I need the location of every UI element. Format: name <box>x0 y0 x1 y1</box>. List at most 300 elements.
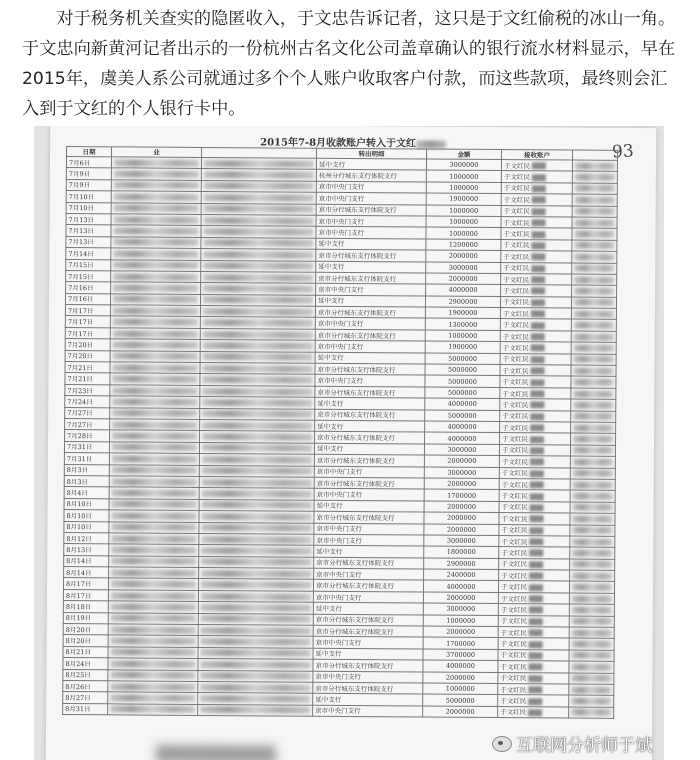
redaction-blur <box>203 239 313 247</box>
row-recipient <box>498 683 569 695</box>
redaction-blur <box>573 458 613 465</box>
row-redacted-end <box>569 650 614 662</box>
row-amount: 5000000 <box>425 364 500 376</box>
row-date: 7月17日 <box>65 305 110 317</box>
row-redacted-account <box>108 647 198 659</box>
row-redacted-end <box>570 456 615 468</box>
row-redacted-account <box>110 350 200 362</box>
recipient-name: 于文红民 <box>502 366 529 375</box>
row-redacted-end <box>570 536 615 548</box>
row-recipient <box>500 422 571 434</box>
row-amount: 4000000 <box>425 398 500 410</box>
redaction-blur <box>203 274 313 282</box>
row-redacted-end <box>572 240 617 252</box>
redaction-blur <box>202 467 312 475</box>
row-redacted-end <box>570 513 615 525</box>
row-date: 8月10日 <box>64 510 109 522</box>
redaction-blur <box>531 276 545 283</box>
row-redacted-account <box>111 168 201 180</box>
recipient-name: 于文红民 <box>500 617 527 626</box>
row-date: 7月20日 <box>65 339 110 351</box>
redaction-blur <box>531 333 545 340</box>
row-redacted-name <box>199 545 314 557</box>
row-date: 8月14日 <box>64 567 109 579</box>
redaction-blur <box>528 686 542 693</box>
redaction-blur <box>573 424 613 431</box>
document-photo <box>34 126 664 760</box>
row-date: 7月27日 <box>65 418 110 430</box>
row-recipient <box>499 456 570 468</box>
recipient-name: 于文红民 <box>502 400 529 410</box>
redaction-blur <box>203 285 313 293</box>
row-branch: 杭州分行城东支行体院支行 <box>316 170 426 182</box>
redaction-blur <box>574 344 614 351</box>
row-date: 7月9日 <box>66 168 111 180</box>
row-redacted-account <box>109 533 199 545</box>
row-redacted-end <box>570 570 615 582</box>
redaction-blur <box>574 242 614 249</box>
row-redacted-end <box>569 604 614 616</box>
row-recipient <box>499 558 570 570</box>
redaction-blur <box>529 595 543 602</box>
redaction-blur <box>530 390 544 397</box>
row-redacted-account <box>108 669 198 681</box>
recipient-name: 于文红民 <box>503 264 530 273</box>
row-redacted-account <box>108 601 198 613</box>
row-amount: 3000000 <box>424 535 499 547</box>
header-blurred-end <box>573 150 618 160</box>
redaction-blur <box>201 536 311 544</box>
row-branch: 京市分行城东支行体院支行 <box>314 511 424 523</box>
redaction-blur <box>111 535 196 543</box>
row-redacted-end <box>569 707 614 719</box>
row-redacted-name <box>199 488 314 500</box>
row-redacted-name <box>198 602 313 614</box>
redaction-blur <box>574 253 614 260</box>
row-recipient <box>499 535 570 547</box>
redaction-blur <box>573 413 613 420</box>
row-recipient <box>499 444 570 456</box>
row-redacted-name <box>199 442 314 454</box>
row-redacted-account <box>110 305 200 317</box>
row-redacted-name <box>199 499 314 511</box>
row-redacted-account <box>111 259 201 271</box>
weibo-logo-icon <box>492 736 512 752</box>
row-redacted-end <box>572 206 617 218</box>
row-amount: 2900000 <box>424 558 499 570</box>
row-branch: 京市中央门支行 <box>316 227 426 239</box>
redaction-blur <box>112 501 197 509</box>
row-redacted-name <box>201 249 316 261</box>
recipient-name: 于文红民 <box>501 480 528 489</box>
redaction-blur <box>114 182 199 190</box>
row-recipient <box>501 216 572 228</box>
redaction-blur <box>111 524 196 532</box>
row-branch: 京市中央门支行 <box>314 466 424 478</box>
redaction-blur <box>201 649 311 657</box>
recipient-name: 于文红民 <box>501 503 528 512</box>
row-redacted-account <box>108 624 198 636</box>
recipient-name: 于文红民 <box>503 207 530 216</box>
row-date: 7月21日 <box>65 373 110 385</box>
row-redacted-account <box>110 407 200 419</box>
row-redacted-end <box>571 365 616 377</box>
row-recipient <box>498 592 569 604</box>
row-recipient <box>501 182 572 194</box>
redaction-blur <box>203 296 313 304</box>
redaction-blur <box>571 675 611 682</box>
row-redacted-end <box>571 320 616 332</box>
row-recipient <box>501 160 572 172</box>
row-branch: 京市中央门支行 <box>313 591 423 603</box>
redaction-blur <box>202 479 312 487</box>
row-date: 7月16日 <box>65 293 110 305</box>
row-redacted-account <box>109 544 199 556</box>
row-date: 8月20日 <box>63 624 108 636</box>
row-redacted-end <box>572 263 617 275</box>
row-branch: 京市分行城东支行体院支行 <box>315 386 425 398</box>
recipient-name: 于文红民 <box>501 492 528 501</box>
row-date: 8月20日 <box>63 635 108 647</box>
row-date: 7月20日 <box>65 350 110 362</box>
row-redacted-name <box>199 533 314 545</box>
redaction-blur <box>202 422 312 430</box>
recipient-name: 于文红民 <box>500 583 528 592</box>
row-redacted-account <box>109 567 199 579</box>
row-redacted-account <box>108 681 198 693</box>
row-redacted-account <box>110 430 200 442</box>
redaction-blur <box>112 489 197 497</box>
recipient-name: 于文红民 <box>500 651 527 660</box>
row-branch: 京市分行城东支行体院支行 <box>314 557 424 569</box>
row-date: 8月3日 <box>64 464 109 476</box>
redaction-blur <box>114 216 199 224</box>
redaction-blur <box>529 641 543 648</box>
row-amount: 1000000 <box>423 615 498 627</box>
recipient-name: 于文红民 <box>501 469 528 478</box>
redaction-blur <box>573 493 613 500</box>
row-branch: 京市中央门支行 <box>313 637 423 649</box>
redaction-blur <box>531 231 545 238</box>
row-date: 7月17日 <box>65 316 110 328</box>
redaction-blur <box>201 615 311 623</box>
redaction-blur <box>573 436 613 443</box>
row-redacted-name <box>198 681 313 693</box>
row-amount: 5000000 <box>423 694 498 706</box>
redaction-blur <box>571 686 611 693</box>
row-amount: 4000000 <box>426 284 501 296</box>
redaction-blur <box>202 387 312 395</box>
redaction-blur <box>113 250 198 258</box>
row-redacted-account <box>110 294 200 306</box>
row-amount: 1000000 <box>426 182 501 194</box>
row-recipient <box>499 467 570 479</box>
redaction-blur <box>529 572 543 579</box>
header-col2: 业 <box>112 147 202 158</box>
recipient-name: 于文红民 <box>500 594 527 603</box>
redaction-blur <box>200 706 310 714</box>
redaction-blur <box>111 580 196 588</box>
row-recipient <box>501 262 572 274</box>
header-detail: 转出明细 <box>317 148 427 159</box>
row-amount: 4000000 <box>425 421 500 433</box>
row-redacted-name <box>198 693 313 705</box>
redaction-blur <box>528 675 542 682</box>
row-branch: 京市中央门支行 <box>316 181 426 193</box>
row-redacted-end <box>569 695 614 707</box>
recipient-name: 于文红民 <box>501 537 528 546</box>
redaction-blur <box>529 550 543 557</box>
redaction-blur <box>529 538 543 545</box>
row-recipient <box>500 410 571 422</box>
row-redacted-name <box>200 306 315 318</box>
row-recipient <box>499 478 570 490</box>
row-redacted-end <box>572 228 617 240</box>
redaction-blur <box>111 569 196 577</box>
recipient-name: 于文红民 <box>502 435 529 444</box>
row-date: 7月16日 <box>66 282 111 294</box>
row-amount: 1000000 <box>425 330 500 342</box>
document-title-text: 2015年7-8月收款账户转入于文红 <box>260 137 417 150</box>
redaction-blur <box>574 231 614 238</box>
row-date: 8月27日 <box>63 692 108 704</box>
row-redacted-end <box>571 399 616 411</box>
row-redacted-account <box>110 339 200 351</box>
redaction-blur <box>575 208 615 215</box>
row-recipient <box>501 194 572 206</box>
redaction-blur <box>110 683 195 691</box>
row-redacted-name <box>200 294 315 306</box>
redaction-blur <box>572 618 612 625</box>
row-amount: 2000000 <box>424 501 499 513</box>
row-branch: 延中支行 <box>314 500 424 512</box>
redaction-blur <box>200 684 310 692</box>
row-redacted-account <box>108 578 198 590</box>
row-amount: 2000000 <box>423 672 498 684</box>
redaction-blur <box>201 604 311 612</box>
row-amount: 2000000 <box>423 592 498 604</box>
redaction-blur <box>113 227 198 235</box>
row-recipient <box>498 638 569 650</box>
redaction-blur <box>112 455 197 463</box>
row-redacted-account <box>109 464 199 476</box>
recipient-name: 于文红民 <box>502 309 529 319</box>
row-redacted-end <box>572 251 617 263</box>
row-date: 7月10日 <box>66 202 111 214</box>
row-branch: 京市分行城东支行体院支行 <box>316 249 426 261</box>
redaction-blur <box>528 664 542 671</box>
redaction-blur <box>529 607 543 614</box>
redaction-blur <box>571 663 611 670</box>
row-recipient <box>499 547 570 559</box>
row-date: 8月19日 <box>63 612 108 624</box>
redaction-blur <box>528 698 542 705</box>
row-redacted-end <box>569 627 614 639</box>
row-redacted-account <box>108 658 198 670</box>
row-branch: 京市中央门支行 <box>314 523 424 535</box>
redaction-blur <box>532 174 546 181</box>
row-recipient <box>500 365 571 377</box>
row-branch: 京市中央门支行 <box>314 489 424 501</box>
redaction-blur <box>204 171 314 179</box>
recipient-name: 于文红民 <box>503 230 530 239</box>
redaction-blur <box>529 561 543 568</box>
row-redacted-end <box>571 331 616 343</box>
row-amount: 1000000 <box>423 683 498 695</box>
recipient-name: 于文红民 <box>503 287 530 296</box>
row-recipient <box>498 706 569 718</box>
row-redacted-name <box>199 568 314 580</box>
redaction-blur <box>575 196 615 203</box>
redaction-blur <box>531 299 545 306</box>
redaction-blur <box>572 606 612 613</box>
recipient-name: 于文红民 <box>501 571 528 580</box>
redaction-blur <box>201 547 311 555</box>
row-date: 7月13日 <box>66 213 111 225</box>
row-redacted-account <box>110 385 200 397</box>
row-date: 8月21日 <box>63 646 108 658</box>
redaction-blur <box>531 265 545 272</box>
row-recipient <box>499 513 570 525</box>
row-amount: 3700000 <box>423 649 498 661</box>
row-date: 8月24日 <box>63 658 108 670</box>
redaction-blur <box>203 262 313 270</box>
redaction-blur <box>530 459 544 466</box>
redaction-blur <box>574 367 614 374</box>
row-date: 7月15日 <box>66 270 111 282</box>
row-recipient <box>499 570 570 582</box>
row-redacted-end <box>569 638 614 650</box>
redaction-blur <box>113 341 198 349</box>
redaction-blur <box>529 527 543 534</box>
recipient-name: 于文红民 <box>500 662 527 672</box>
redaction-blur <box>203 353 313 361</box>
row-redacted-account <box>110 419 200 431</box>
row-redacted-name <box>201 192 316 204</box>
redaction-blur <box>571 698 611 705</box>
row-date: 7月27日 <box>65 407 110 419</box>
row-date: 7月13日 <box>66 225 111 237</box>
redaction-blur <box>532 197 546 204</box>
row-redacted-name <box>200 419 315 431</box>
recipient-name: 于文红民 <box>500 628 527 637</box>
redaction-blur <box>572 538 612 545</box>
redaction-blur <box>531 345 545 352</box>
row-amount: 1000000 <box>426 216 501 228</box>
row-redacted-account <box>111 180 201 192</box>
recipient-name: 于文红民 <box>503 195 530 205</box>
redaction-blur <box>573 379 613 386</box>
row-recipient <box>498 604 569 616</box>
row-redacted-account <box>111 191 201 203</box>
redaction-blur <box>574 265 614 272</box>
redaction-blur <box>111 512 196 520</box>
row-branch: 京市分行城东支行体院支行 <box>314 477 424 489</box>
header-recipient: 接收账户 <box>502 150 573 160</box>
row-date: 7月31日 <box>64 453 109 465</box>
row-branch: 京市中央门支行 <box>315 375 425 387</box>
redaction-blur <box>531 254 545 261</box>
row-date: 7月31日 <box>64 441 109 453</box>
row-branch: 京市分行城东支行体院支行 <box>313 614 423 626</box>
row-recipient <box>498 615 569 627</box>
row-redacted-name <box>198 636 313 648</box>
redacted-name <box>416 140 446 148</box>
row-branch: 延中支行 <box>313 694 423 706</box>
redaction-blur <box>112 432 197 440</box>
redaction-blur <box>111 649 196 657</box>
recipient-name: 于文红民 <box>503 173 530 182</box>
row-redacted-name <box>200 317 315 329</box>
row-date: 8月18日 <box>63 601 108 613</box>
row-branch: 京市分行城东支行体院支行 <box>315 329 425 341</box>
transfer-ledger-table <box>62 146 618 719</box>
row-redacted-name <box>198 659 313 671</box>
row-date: 8月13日 <box>64 544 109 556</box>
row-recipient <box>501 251 572 263</box>
row-amount: 2000000 <box>424 524 499 536</box>
row-redacted-account <box>108 692 198 704</box>
redaction-blur <box>529 629 543 636</box>
row-branch: 京市分行城东支行体院支行 <box>316 272 426 284</box>
row-date: 8月10日 <box>64 498 109 510</box>
redaction-blur <box>112 478 197 486</box>
row-date: 7月13日 <box>66 236 111 248</box>
row-redacted-name <box>199 511 314 523</box>
redaction-blur <box>112 467 197 475</box>
redaction-blur <box>575 185 615 192</box>
recipient-name: 于文红民 <box>502 343 529 353</box>
row-branch: 京市分行城东支行体院支行 <box>316 204 426 216</box>
row-branch: 京市中央门支行 <box>316 284 426 296</box>
recipient-name: 于文红民 <box>502 378 529 387</box>
redaction-blur <box>203 308 313 316</box>
row-date: 7月9日 <box>66 179 111 191</box>
recipient-name: 于文红民 <box>501 514 528 524</box>
row-date: 8月26日 <box>63 680 108 692</box>
row-branch: 京市中央门支行 <box>313 705 423 717</box>
redaction-blur <box>531 311 545 318</box>
row-amount: 2000000 <box>424 478 499 490</box>
row-redacted-account <box>109 476 199 488</box>
redaction-blur <box>113 296 198 304</box>
row-recipient <box>501 273 572 285</box>
redaction-blur <box>112 398 197 406</box>
row-redacted-end <box>570 547 615 559</box>
row-recipient <box>500 342 571 354</box>
row-branch: 延中支行 <box>313 648 423 660</box>
redaction-blur <box>204 182 314 190</box>
redaction-blur <box>114 170 199 178</box>
redaction-blur <box>572 550 612 557</box>
row-amount: 2000000 <box>423 626 498 638</box>
recipient-name: 于文红民 <box>500 708 527 717</box>
row-branch: 京市分行城东支行体院支行 <box>315 409 425 421</box>
row-redacted-end <box>571 388 616 400</box>
redaction-blur <box>113 330 198 338</box>
redaction-blur <box>202 444 312 452</box>
redaction-blur <box>114 205 199 213</box>
row-redacted-end <box>572 194 617 206</box>
redaction-blur <box>530 424 544 431</box>
recipient-name: 于文红民 <box>501 446 528 455</box>
recipient-name: 于文红民 <box>500 697 527 706</box>
row-date: 8月17日 <box>63 578 108 590</box>
row-redacted-end <box>570 559 615 571</box>
redaction-blur <box>110 672 195 680</box>
row-date: 7月17日 <box>65 327 110 339</box>
row-branch: 延中支行 <box>316 261 426 273</box>
